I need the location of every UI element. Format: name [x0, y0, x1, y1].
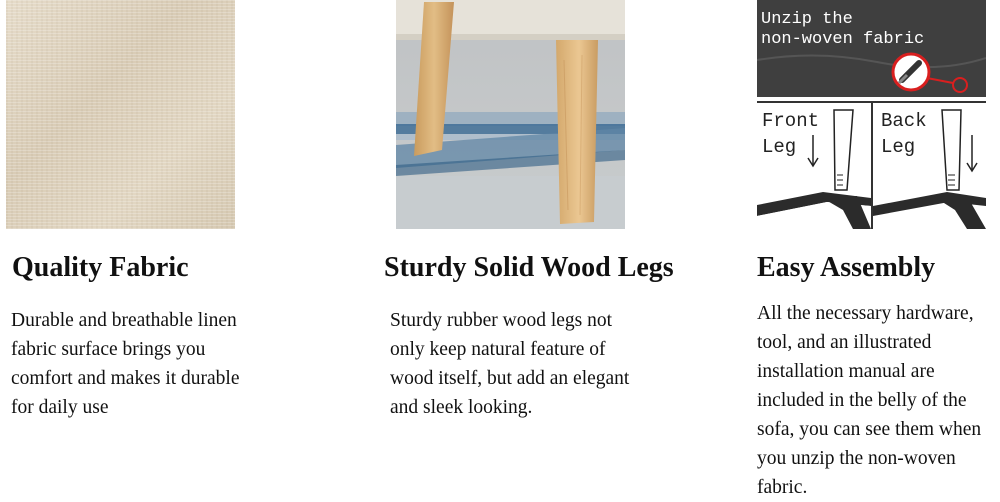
fabric-texture-image [6, 0, 235, 229]
wood-legs-illustration [396, 0, 625, 229]
unzip-label-line1: Unzip the [761, 10, 853, 29]
assembly-instructions-image [757, 0, 986, 229]
unzip-label-line2: non-woven fabric [761, 30, 925, 49]
feature-description-easy-assembly: All the necessary hardware, tool, and an illustrated installation manual are included in the belly of the sofa, you can see them when you unzip the non-woven fabric. [757, 303, 982, 498]
assembly-illustration [757, 0, 986, 229]
feature-description-quality-fabric: Durable and breathable linen fabric surface brings you comfort and makes it durable for daily use [11, 310, 240, 418]
feature-title-wood-legs: Sturdy Solid Wood Legs [384, 252, 674, 283]
feature-title-quality-fabric: Quality Fabric [12, 252, 189, 283]
wood-legs-image [396, 0, 625, 229]
back-leg-label-line2: Leg [881, 136, 916, 158]
feature-description-wood-legs: Sturdy rubber wood legs not only keep natural feature of wood itself, but add an elegant and sleek looking. [390, 310, 630, 418]
back-leg-label-line1: Back [881, 110, 927, 132]
front-leg-label-line1: Front [762, 110, 820, 132]
feature-title-easy-assembly: Easy Assembly [757, 252, 936, 283]
front-leg-label-line2: Leg [762, 136, 797, 158]
front-leg [556, 40, 598, 224]
